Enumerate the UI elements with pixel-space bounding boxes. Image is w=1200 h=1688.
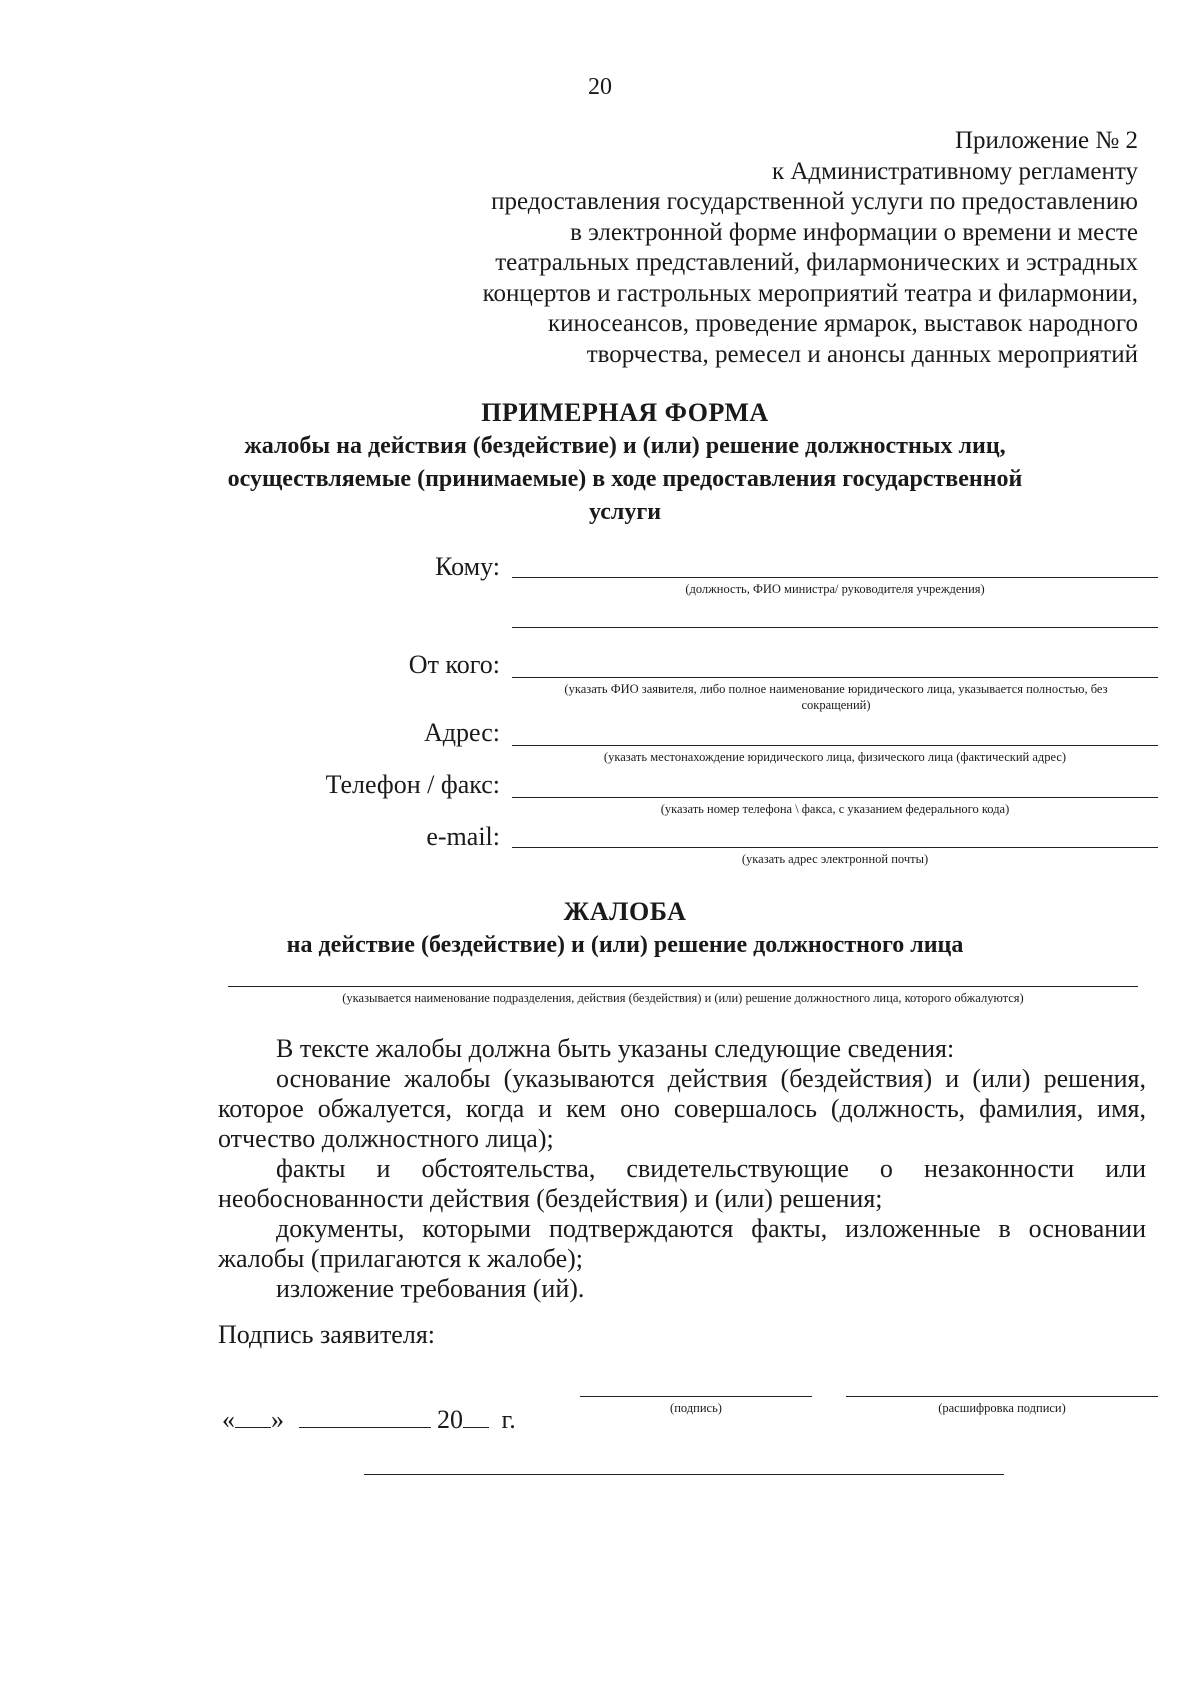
email-label: e-mail: bbox=[426, 822, 500, 851]
address-hint: (указать местонахождение юридического лица, физического лица (фактический адрес) bbox=[603, 750, 1067, 764]
form-title-main: ПРИМЕРНАЯ ФОРМА bbox=[481, 398, 769, 427]
complaint-subject-line[interactable] bbox=[228, 986, 1138, 987]
appendix-line: творчества, ремесел и анонсы данных мероприятий bbox=[586, 340, 1138, 368]
date-close-quote: » bbox=[271, 1405, 284, 1434]
end-line bbox=[364, 1474, 1004, 1475]
phone-field-line[interactable] bbox=[512, 797, 1158, 798]
date-open-quote: « bbox=[222, 1405, 235, 1434]
from-hint: (указать ФИО заявителя, либо полное наименование юридического лица, указывается полностью, без сокращений) bbox=[564, 682, 1108, 712]
address-label: Адрес: bbox=[424, 718, 500, 747]
address-field-line[interactable] bbox=[512, 745, 1158, 746]
from-label: От кого: bbox=[408, 650, 500, 679]
appendix-line: в электронной форме информации о времени и месте bbox=[570, 218, 1138, 246]
signature-hint: (подпись) bbox=[670, 1401, 722, 1415]
appendix-line: концертов и гастрольных мероприятий театра и филармонии, bbox=[482, 279, 1138, 307]
date-month-blank[interactable] bbox=[299, 1405, 431, 1428]
page-number: 20 bbox=[588, 74, 612, 100]
date-year-suffix: г. bbox=[501, 1405, 516, 1434]
form-title bbox=[160, 396, 1090, 529]
signature-decode-line[interactable] bbox=[846, 1396, 1158, 1397]
date-year-prefix: 20 bbox=[437, 1405, 463, 1434]
complaint-title: ЖАЛОБА bbox=[563, 897, 687, 926]
appendix-line: киносеансов, проведение ярмарок, выставок народного bbox=[548, 310, 1138, 337]
appendix-header bbox=[378, 126, 1138, 370]
to-field-line[interactable] bbox=[512, 577, 1158, 578]
date-day-blank[interactable] bbox=[235, 1405, 271, 1428]
requirement-item: факты и обстоятельства, свидетельствующие о незаконности или bbox=[276, 1154, 1146, 1183]
signature-decode-hint: (расшифровка подписи) bbox=[938, 1401, 1066, 1415]
email-hint: (указать адрес электронной почты) bbox=[741, 852, 929, 866]
appendix-line: предоставления государственной услуги по предоставлению bbox=[491, 188, 1138, 215]
requirement-item: документы, которыми подтверждаются факты, изложенные в основании жалобы (прилагаются к жалобе); bbox=[218, 1214, 1146, 1273]
date-year-blank[interactable] bbox=[463, 1405, 489, 1428]
form-title-line: осуществляемые (принимаемые) в ходе предоставления государственной bbox=[227, 466, 1023, 492]
email-field-line[interactable] bbox=[512, 847, 1158, 848]
appendix-line: Приложение № 2 bbox=[954, 127, 1138, 154]
appendix-line: театральных представлений, филармонических и эстрадных bbox=[495, 249, 1138, 276]
to-label: Кому: bbox=[435, 552, 500, 581]
requirements-intro: В тексте жалобы должна быть указаны следующие сведения: bbox=[276, 1034, 955, 1063]
complaint-subtitle: на действие (бездействие) и (или) решение должностного лица bbox=[286, 932, 964, 958]
phone-hint: (указать номер телефона \ факса, с указанием федерального кода) bbox=[660, 802, 1010, 816]
appendix-line: к Административному регламенту bbox=[771, 157, 1138, 185]
requirement-item: изложение требования (ий). bbox=[276, 1274, 585, 1303]
from-field-line[interactable] bbox=[512, 677, 1158, 678]
requirement-item: основание жалобы (указываются действия (бездействия) и (или) решения, которое обжалуется, когда и кем оно совершалось (должность, фамилия, имя, отчество должностного лица); bbox=[218, 1064, 1146, 1153]
requirement-item-continued: необоснованности действия (бездействия) и (или) решения; bbox=[218, 1184, 883, 1213]
signature-label: Подпись заявителя: bbox=[218, 1320, 436, 1349]
phone-label: Телефон / факс: bbox=[325, 770, 500, 799]
form-title-line: жалобы на действия (бездействие) и (или) решение должностных лиц, bbox=[244, 433, 1006, 459]
date-row bbox=[222, 1405, 516, 1435]
to-field-line-2[interactable] bbox=[512, 627, 1158, 628]
form-title-line: услуги bbox=[588, 499, 662, 525]
complaint-title-block bbox=[160, 895, 1090, 962]
to-hint: (должность, ФИО министра/ руководителя учреждения) bbox=[685, 582, 985, 596]
complaint-subject-hint: (указывается наименование подразделения, действия (бездействия) и (или) решение должностного лица, которого обжалуются) bbox=[342, 991, 1024, 1005]
signature-line[interactable] bbox=[580, 1396, 812, 1397]
complaint-requirements bbox=[218, 1034, 1146, 1304]
